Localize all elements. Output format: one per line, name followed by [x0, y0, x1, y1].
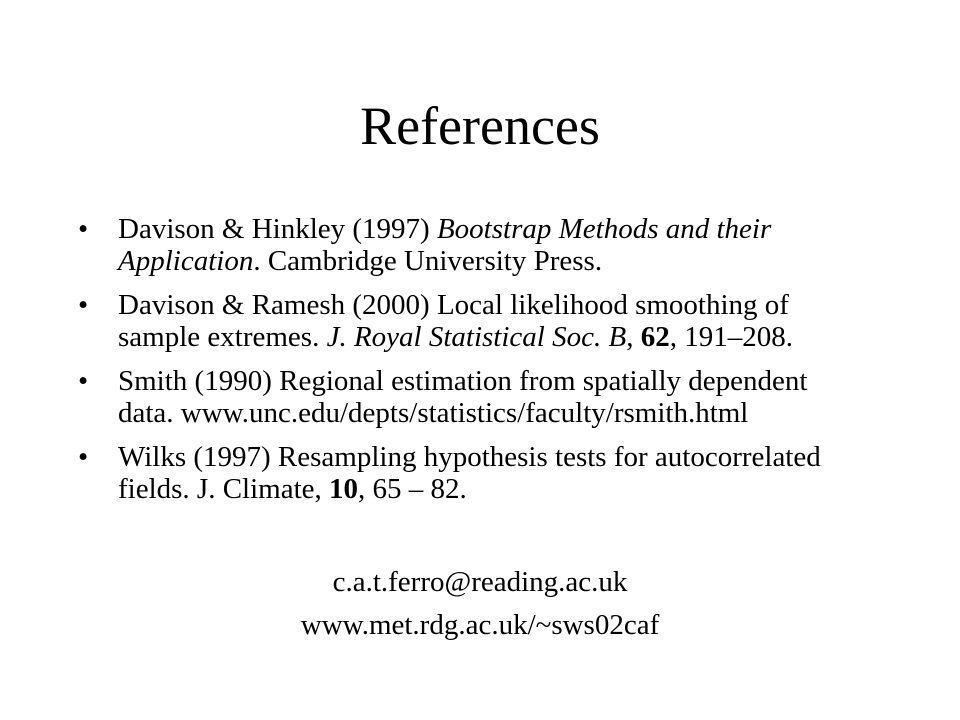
- reference-text: Wilks (1997) Resampling hypothesis tests for autocorrelated fields. J. Climate,: [118, 441, 821, 505]
- reference-authors: Davison & Hinkley (1997): [118, 213, 437, 245]
- reference-publisher: . Cambridge University Press.: [253, 245, 603, 277]
- slide-title: References: [360, 96, 600, 156]
- reference-journal: J. Royal Statistical Soc. B: [326, 321, 627, 353]
- reference-item-davison-hinkley: [78, 213, 868, 277]
- bullet-marker: •: [78, 441, 89, 473]
- contact-website: www.met.rdg.ac.uk/~sws02caf: [300, 609, 660, 641]
- reference-volume: 10: [329, 473, 359, 505]
- reference-text: Smith (1990) Regional estimation from spatially dependent data. www.unc.edu/depts/statistics/faculty/rsmith.html: [118, 365, 808, 429]
- bullet-marker: •: [78, 365, 89, 397]
- contact-email: c.a.t.ferro@reading.ac.uk: [332, 566, 628, 598]
- reference-book-title: Bootstrap Methods and their Application: [118, 213, 772, 277]
- bullet-marker: •: [78, 289, 89, 321]
- bullet-marker: •: [78, 213, 89, 245]
- reference-volume: 62: [640, 321, 670, 353]
- reference-pages: , 191–208.: [669, 321, 793, 353]
- reference-separator: ,: [626, 321, 641, 353]
- contact-block: [0, 561, 960, 647]
- reference-pages: , 65 – 82.: [358, 473, 467, 505]
- reference-item-wilks: [78, 441, 868, 505]
- reference-item-smith: [78, 365, 868, 429]
- reference-list: [78, 213, 868, 517]
- reference-text: Davison & Ramesh (2000) Local likelihood smoothing of sample extremes.: [118, 289, 789, 353]
- reference-item-davison-ramesh: [78, 289, 868, 353]
